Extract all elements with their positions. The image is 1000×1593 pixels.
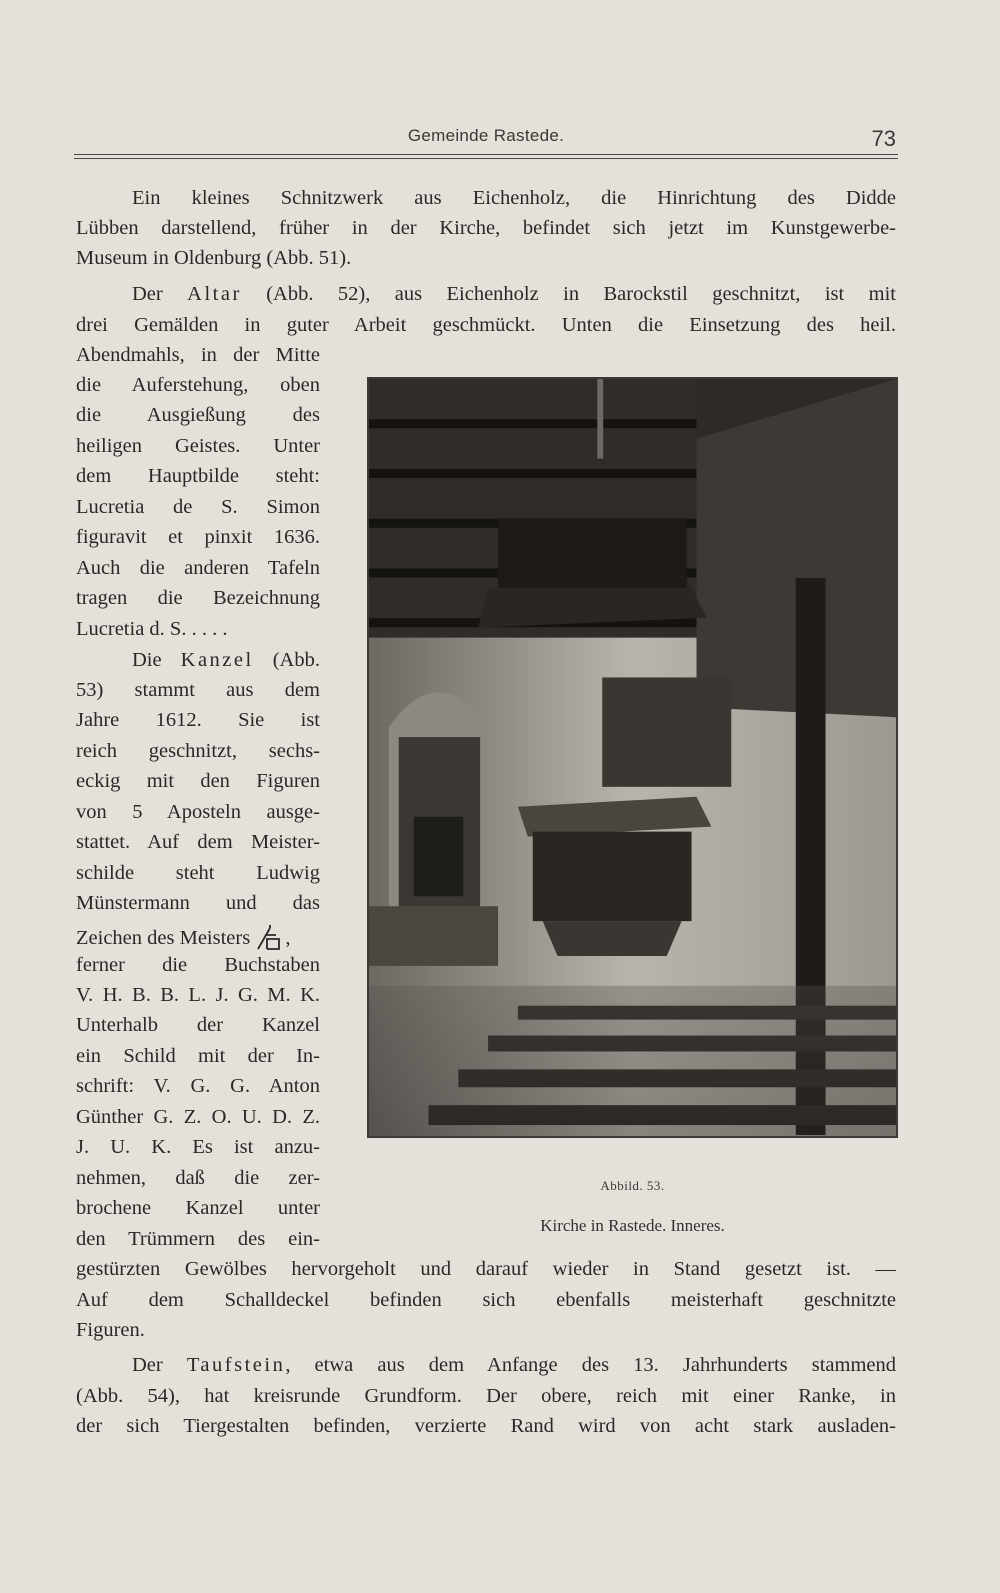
text-line: brochene Kanzel unter — [76, 1197, 320, 1219]
text-line: Lübben darstellend, früher in der Kirche, befindet sich jetzt im Kunstgewerbe- — [76, 217, 896, 239]
text-line: schilde steht Ludwig — [76, 862, 320, 884]
pulpit-illustration — [369, 379, 896, 1136]
text-span: (Abb. 52), aus Eichenholz in Barockstil geschnitzt, ist mit — [241, 283, 896, 305]
text-line: schrift: V. G. G. Anton — [76, 1075, 320, 1097]
spaced-term: Altar — [187, 283, 242, 305]
text-line: tragen die Bezeichnung — [76, 587, 320, 609]
figure-caption: Kirche in Rastede. Inneres. — [540, 1216, 725, 1235]
text-line: den Trümmern des ein- — [76, 1228, 320, 1250]
text-line: V. H. B. B. L. J. G. M. K. — [76, 984, 320, 1006]
running-header — [74, 122, 898, 152]
running-title: Gemeinde Rastede. — [407, 126, 565, 145]
master-mark-icon — [255, 922, 285, 952]
text-line — [76, 282, 896, 306]
text-span: Der — [132, 1354, 187, 1376]
text-line: (Abb. 54), hat kreisrunde Grundform. Der obere, reich mit einer Ranke, in — [76, 1385, 896, 1407]
text-line: Figuren. — [76, 1319, 145, 1341]
text-span: Der — [132, 283, 188, 305]
text-line: eckig mit den Figuren — [76, 770, 320, 792]
text-line: ferner die Buchstaben — [76, 954, 320, 976]
text-span: (Abb. — [253, 649, 320, 671]
text-line: dem Hauptbilde steht: — [76, 465, 320, 487]
text-line — [76, 1353, 896, 1377]
text-line: reich geschnitzt, sechs- — [76, 740, 320, 762]
header-rule-bottom — [74, 158, 898, 159]
text-line: Münstermann und das — [76, 892, 320, 914]
text-line: Unterhalb der Kanzel — [76, 1014, 320, 1036]
spaced-term: Taufstein — [186, 1354, 286, 1376]
page-number: 73 — [871, 126, 896, 151]
spaced-term: Kanzel — [180, 649, 254, 671]
text-line: von 5 Aposteln ausge- — [76, 801, 320, 823]
text-line: gestürzten Gewölbes hervorgeholt und darauf wieder in Stand gesetzt ist. — — [76, 1258, 896, 1280]
text-line: heiligen Geistes. Unter — [76, 435, 320, 457]
text-line: ein Schild mit der In- — [76, 1045, 320, 1067]
text-line: die Auferstehung, oben — [76, 374, 320, 396]
text-line: der sich Tiergestalten befinden, verzierte Rand wird von acht stark ausladen- — [76, 1415, 896, 1437]
text-line: Museum in Oldenburg (Abb. 51). — [76, 247, 352, 269]
header-rule-top — [74, 154, 898, 155]
text-span: , — [285, 927, 291, 949]
text-line: die Ausgießung des — [76, 404, 320, 426]
text-span: Zeichen des Meisters — [76, 927, 251, 949]
figure-label: Abbild. 53. — [600, 1178, 665, 1193]
text-line: Jahre 1612. Sie ist — [76, 709, 320, 731]
church-interior-photo — [367, 377, 898, 1138]
text-line: Auf dem Schalldeckel befinden sich ebenfalls meisterhaft geschnitzte — [76, 1289, 896, 1311]
text-line — [76, 648, 320, 672]
text-line: Ein kleines Schnitzwerk aus Eichenholz, die Hinrichtung des Didde — [132, 187, 896, 209]
text-line: Auch die anderen Tafeln — [76, 557, 320, 579]
text-line: Abendmahls, in der Mitte — [76, 344, 320, 366]
text-line: J. U. K. Es ist anzu- — [76, 1136, 320, 1158]
text-line: 53) stammt aus dem — [76, 679, 320, 701]
text-span: , etwa aus dem Anfange des 13. Jahrhunderts stammend — [285, 1354, 897, 1376]
text-line: figuravit et pinxit 1636. — [76, 526, 320, 548]
text-line — [76, 922, 320, 949]
text-line: nehmen, daß die zer- — [76, 1167, 320, 1189]
text-line: drei Gemälden in guter Arbeit geschmückt. Unten die Einsetzung des heil. — [76, 314, 896, 336]
text-line: Lucretia d. S. . . . . — [76, 618, 228, 640]
text-line: stattet. Auf dem Meister- — [76, 831, 320, 853]
text-line: Günther G. Z. O. U. D. Z. — [76, 1106, 320, 1128]
text-line: Lucretia de S. Simon — [76, 496, 320, 518]
text-span: Die — [132, 649, 181, 671]
